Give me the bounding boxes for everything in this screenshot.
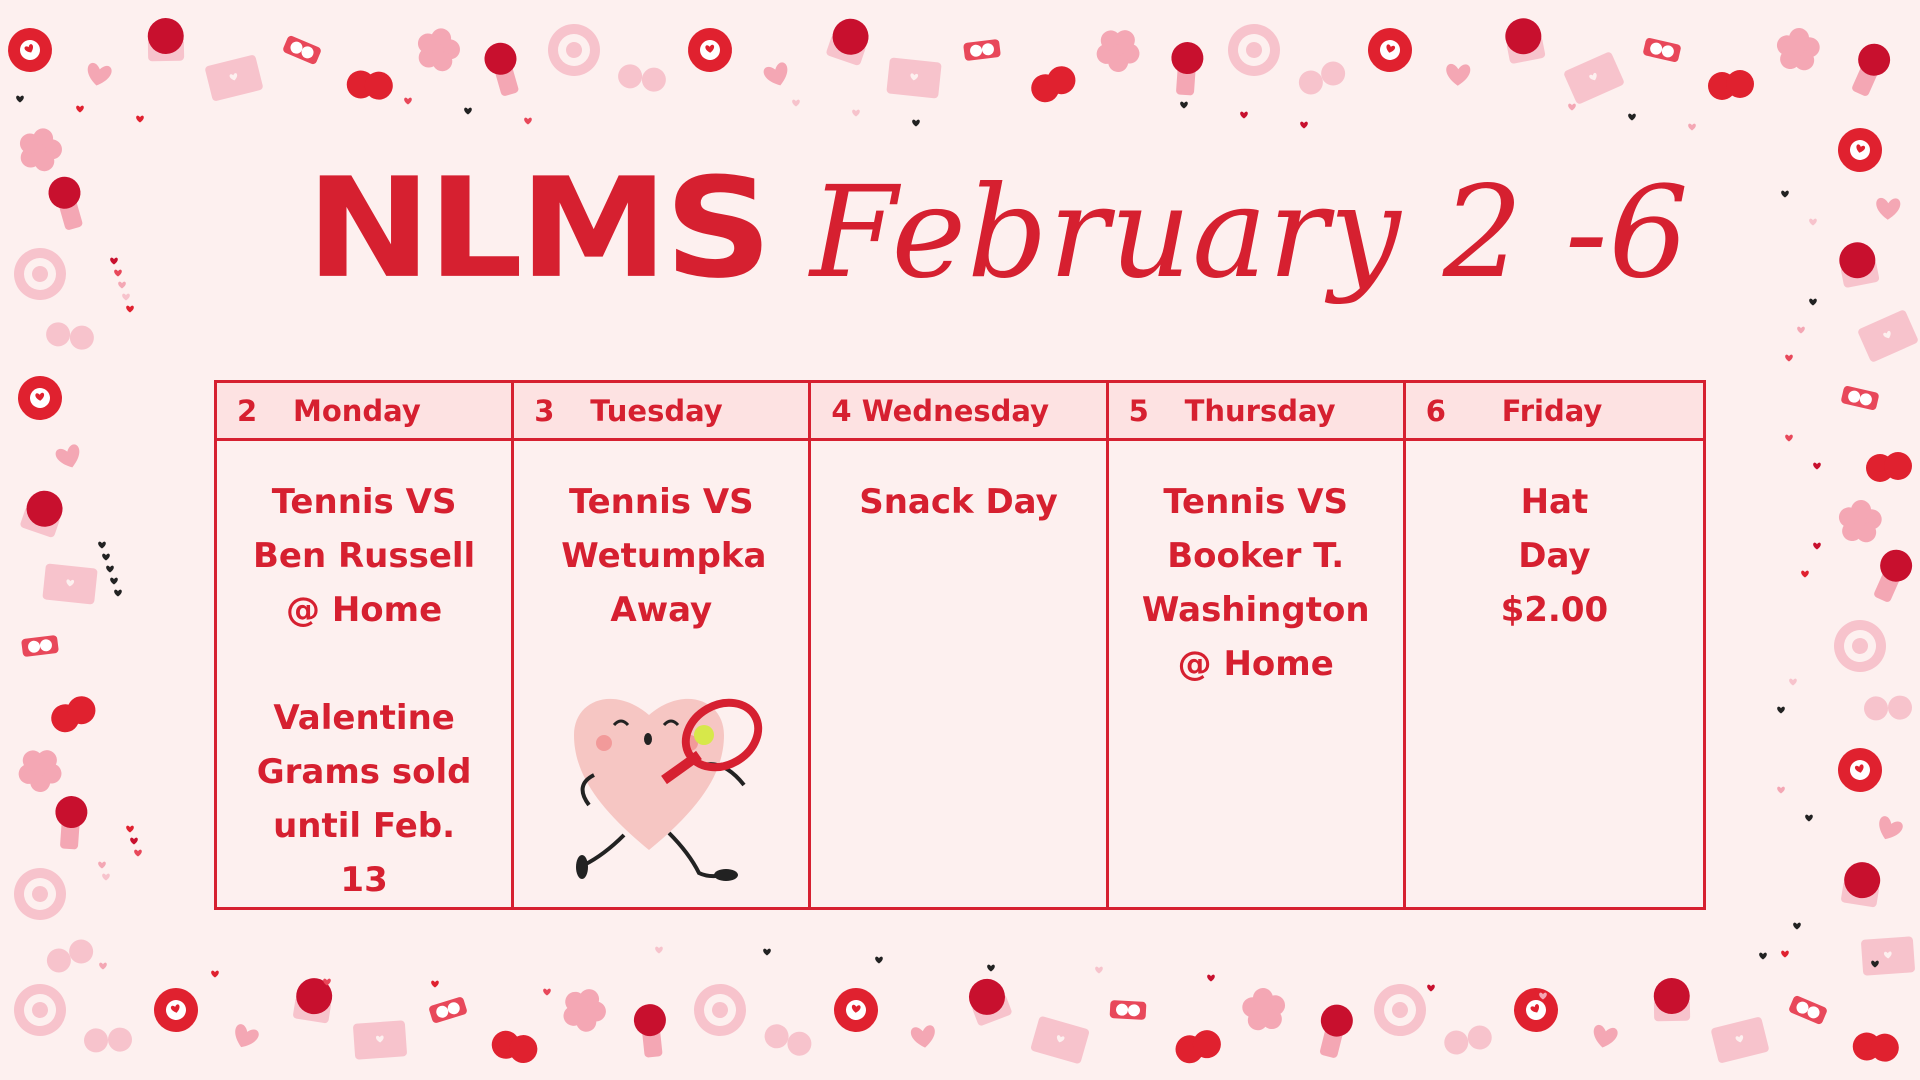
cherry-icon [345,66,396,104]
cupcake-icon [147,18,184,62]
envelope-icon [204,54,263,102]
heart-icon [912,120,920,127]
day-events [811,441,1105,907]
heart-icon [763,949,771,956]
record-icon [540,16,607,83]
record-icon [1374,984,1427,1037]
candy-icon [282,35,322,66]
heart-icon [1300,122,1308,129]
day-column-wednesday [811,383,1108,907]
day-column-monday [217,383,514,907]
heart-icon [136,116,144,123]
cupcake-icon [1502,15,1546,64]
heart-icon [1876,198,1901,220]
heart-icon [110,578,118,585]
heart-glasses-icon [1442,1023,1494,1056]
cupcake-icon [1836,239,1880,288]
heart-icon [852,110,860,117]
heart-icon [1427,985,1435,992]
flower-icon [562,986,609,1034]
heart-icon [1781,951,1789,958]
week-calendar [214,380,1706,910]
heart-icon [126,826,134,833]
day-header [217,383,511,441]
heart-icon [1628,114,1636,121]
envelope-icon [1857,309,1919,363]
heart-icon [1809,299,1817,306]
envelope-icon [1563,51,1625,105]
candy-icon [1840,385,1879,411]
heart-icon [1874,815,1904,844]
heart-icon [98,542,106,549]
cherry-icon [488,1025,541,1069]
record-icon [6,240,73,307]
day-number: 6 [1425,393,1446,428]
day-header [811,383,1105,441]
heart-icon [1207,975,1215,982]
record-icon [10,864,69,923]
envelope-icon [886,57,941,98]
heart-icon [1785,355,1793,362]
heart-icon [1801,571,1809,578]
heart-icon [1777,787,1785,794]
cupcake-icon [1653,978,1690,1022]
heart-icon [54,443,84,471]
heart-icon [230,1023,260,1052]
heart-icon [655,947,663,954]
day-name: Wednesday [861,393,1049,428]
envelope-icon [42,563,97,604]
flower-icon [417,27,461,72]
day-name: Monday [293,393,421,428]
day-number: 4 [831,393,852,428]
flower-icon [1774,24,1824,75]
flower-icon [15,744,67,797]
heart-icon [126,306,134,313]
day-name: Friday [1501,393,1603,428]
heart-icon [134,850,142,857]
record-icon [1830,616,1891,677]
candy-icon [428,996,468,1024]
cupcake-icon [19,486,67,538]
heart-icon [1240,112,1248,119]
candy-icon [1642,37,1681,63]
heart-icon [85,62,113,88]
heart-icon [102,874,110,881]
heart-icon [118,282,126,289]
day-header [1406,383,1703,441]
ice-cream-icon [481,39,526,99]
record-icon [10,980,71,1041]
heart-icon [99,963,107,970]
envelope-icon [353,1020,407,1060]
heart-icon [1446,64,1471,86]
lollipop-icon [1833,123,1887,177]
day-events [1109,441,1403,907]
cupcake-icon [1841,860,1883,908]
day-name: Thursday [1184,393,1336,428]
lollipop-icon [1363,23,1417,77]
heart-icon [1591,1024,1619,1050]
heart-glasses-icon [43,936,96,976]
ice-cream-icon [1169,41,1205,96]
event-text: Tennis VS Wetumpka Away [561,482,767,630]
week-dates-title: February 2 -6 [810,159,1690,306]
event-text: Tennis VS Booker T. Washington @ Home [1141,482,1370,684]
envelope-icon [1710,1016,1769,1064]
heart-icon [16,96,24,103]
heart-icon [1813,543,1821,550]
heart-icon [1095,967,1103,974]
heart-glasses-icon [761,1021,814,1059]
heart-icon [431,981,439,988]
heart-icon [1781,191,1789,198]
cherry-icon [1866,452,1912,482]
heart-icon [1180,102,1188,109]
ice-cream-icon [45,173,90,233]
day-column-thursday [1109,383,1406,907]
flower-icon [1237,982,1292,1038]
day-number: 5 [1128,393,1149,428]
event-text: Hat Day $2.00 [1500,482,1609,630]
cupcake-icon [964,974,1013,1027]
event-text: Snack Day [859,482,1058,522]
cherry-icon [1851,1028,1902,1066]
heart-icon [76,106,84,113]
ice-cream-icon [1866,545,1917,606]
heart-icon [1813,463,1821,470]
day-header [1109,383,1403,441]
ice-cream-icon [632,1003,669,1059]
heart-icon [792,100,800,107]
day-number: 2 [237,393,258,428]
lollipop-icon [1,21,59,79]
heart-icon [1777,707,1785,714]
cherry-icon [1708,70,1754,100]
heart-icon [1805,815,1813,822]
envelope-icon [1861,936,1915,976]
lollipop-icon [686,26,734,74]
heart-glasses-icon [45,321,96,351]
heart-icon [1789,679,1797,686]
day-column-tuesday [514,383,811,907]
lollipop-icon [1833,743,1887,797]
ice-cream-icon [1844,39,1895,100]
heart-icon [110,258,118,265]
lollipop-icon [16,374,64,422]
heart-icon [98,862,106,869]
flower-icon [19,127,63,172]
heart-icon [464,108,472,115]
cherry-icon [1173,1028,1224,1066]
heart-icon [102,554,110,561]
heart-icon [122,294,130,301]
heart-tennis-player-icon [554,665,784,895]
cupcake-icon [825,14,873,66]
record-icon [1224,20,1283,79]
heart-icon [987,965,995,972]
event-text: Tennis VS Ben Russell @ Home [252,482,476,630]
candy-icon [21,635,59,657]
heart-icon [404,98,412,105]
cherry-icon [1027,62,1080,106]
record-icon [687,977,753,1043]
heart-icon [910,1025,937,1050]
heart-glasses-icon [1295,58,1348,98]
day-events [217,441,511,907]
day-events [1406,441,1703,907]
heart-icon [114,590,122,597]
lollipop-icon [149,983,203,1037]
heart-glasses-icon [84,1027,133,1053]
lollipop-icon [1507,981,1565,1039]
candy-icon [963,39,1001,61]
heart-icon [875,957,883,964]
school-title: NLMS [306,148,769,310]
heart-icon [1785,435,1793,442]
heart-glasses-icon [1864,695,1913,721]
candy-icon [1110,1000,1147,1020]
heart-icon [1797,327,1805,334]
heart-glasses-icon [617,63,668,93]
day-name: Tuesday [590,393,723,428]
day-header [514,383,808,441]
day-column-friday [1406,383,1703,907]
candy-icon [1788,995,1828,1026]
flower-icon [1836,496,1886,547]
day-events [514,441,808,907]
flower-icon [1093,24,1145,77]
lollipop-icon [832,986,880,1034]
envelope-icon [1030,1016,1090,1065]
heart-icon [106,566,114,573]
heart-icon [211,971,219,978]
heart-icon [114,270,122,277]
ice-cream-icon [53,795,89,850]
cherry-icon [47,692,100,736]
event-text: Valentine Grams sold until Feb. 13 [256,698,472,900]
heart-icon [1568,104,1576,111]
heart-icon [524,118,532,125]
heart-icon [130,838,138,845]
heart-icon [543,989,551,996]
heart-icon [1809,219,1817,226]
heart-icon [1759,953,1767,960]
day-number: 3 [534,393,555,428]
heart-icon [762,61,792,89]
heart-icon [1793,923,1801,930]
heart-icon [1688,124,1696,131]
ice-cream-icon [1312,1001,1356,1060]
